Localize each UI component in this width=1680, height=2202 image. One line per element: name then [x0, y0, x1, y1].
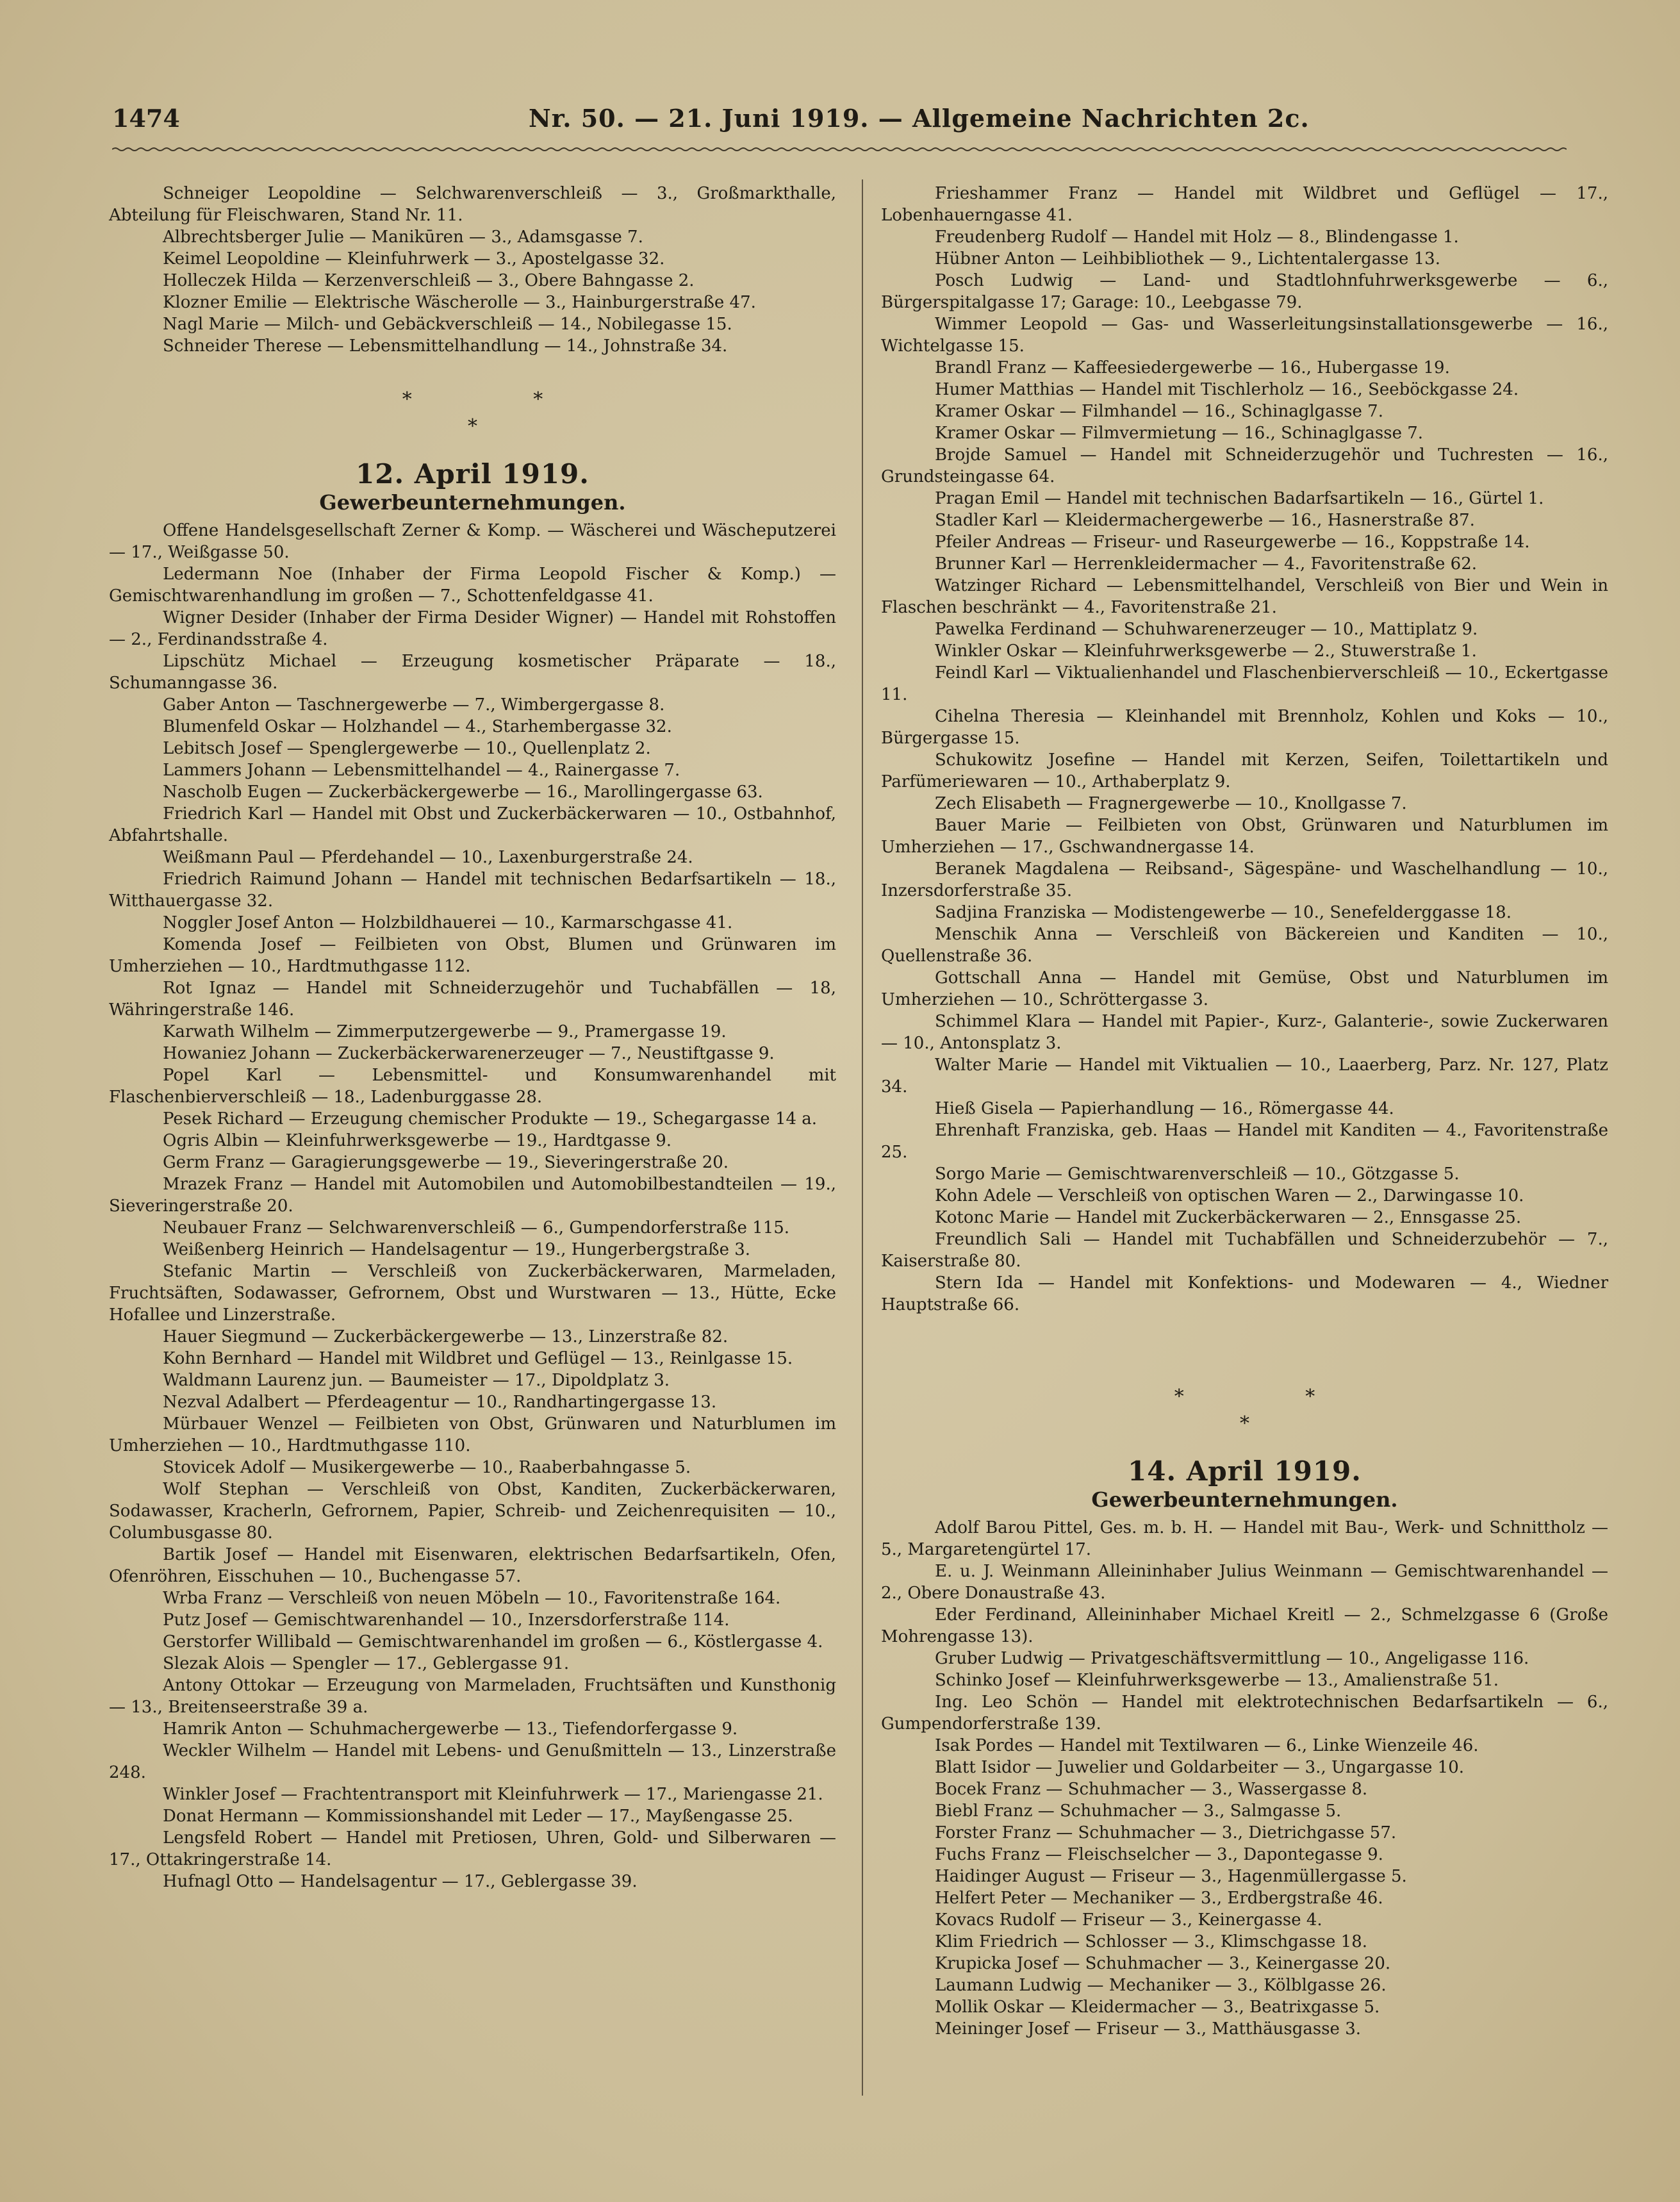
section-separator-star: *	[1240, 1412, 1249, 1435]
register-entry: Freudenberg Rudolf — Handel mit Holz — 8., Blindengasse 1.	[935, 228, 1459, 247]
register-entry: Sadjina Franziska — Modistengewerbe — 10., Senefelderggasse 18.	[935, 903, 1511, 922]
register-entry: Stern Ida — Handel mit Konfektions- und Modewaren — 4., Wiedner Hauptstraße 66.	[881, 1273, 1608, 1314]
register-entry: Neubauer Franz — Selchwarenverschleiß — 6., Gumpendorferstraße 115.	[163, 1218, 790, 1238]
register-entry: Winkler Oskar — Kleinfuhrwerksgewerbe — 2., Stuwerstraße 1.	[935, 642, 1477, 661]
register-entry: E. u. J. Weinmann Alleininhaber Julius Weinmann — Gemischtwarenhandel — 2., Obere Donaustraße 43.	[881, 1562, 1608, 1603]
section-subheading: Gewerbeunternehmungen.	[319, 490, 626, 515]
header-wavy-rule	[112, 146, 1567, 153]
register-entry: Stovicek Adolf — Musikergewerbe — 10., Raaberbahngasse 5.	[163, 1458, 691, 1477]
register-entry: Adolf Barou Pittel, Ges. m. b. H. — Handel mit Bau-, Werk- und Schnittholz — 5., Margaretengürtel 17.	[881, 1518, 1608, 1559]
register-entry: Kramer Oskar — Filmhandel — 16., Schinaglgasse 7.	[935, 402, 1383, 421]
register-entry: Wimmer Leopold — Gas- und Wasserleitungsinstallationsgewerbe — 16., Wichtelgasse 15.	[881, 315, 1608, 356]
register-entry: Forster Franz — Schuhmacher — 3., Dietrichgasse 57.	[935, 1823, 1397, 1842]
register-entry: Howaniez Johann — Zuckerbäckerwarenerzeuger — 7., Neustiftgasse 9.	[163, 1044, 775, 1063]
column-divider	[862, 179, 863, 2096]
register-entry: Menschik Anna — Verschleiß von Bäckereien und Kanditen — 10., Quellenstraße 36.	[881, 925, 1608, 966]
register-entry: Watzinger Richard — Lebensmittelhandel, Verschleiß von Bier und Wein in Flaschen beschränkt — 4., Favoritenstraße 21.	[881, 576, 1608, 617]
register-entry: Ogris Albin — Kleinfuhrwerksgewerbe — 19., Hardtgasse 9.	[163, 1131, 672, 1150]
register-entry: Kovacs Rudolf — Friseur — 3., Keinergasse 4.	[935, 1910, 1322, 1930]
register-entry: Biebl Franz — Schuhmacher — 3., Salmgasse 5.	[935, 1801, 1342, 1821]
register-entry: Brojde Samuel — Handel mit Schneiderzugehör und Tuchresten — 16., Grundsteingasse 64.	[881, 445, 1608, 486]
register-entry: Pawelka Ferdinand — Schuhwarenerzeuger — 10., Mattiplatz 9.	[935, 620, 1478, 639]
register-entry: Schneiger Leopoldine — Selchwarenverschleiß — 3., Großmarkthalle, Abteilung für Fleischwaren, Stand Nr. 11.	[109, 184, 836, 225]
register-entry: Putz Josef — Gemischtwarenhandel — 10., Inzersdorferstraße 114.	[163, 1610, 730, 1630]
register-entry: Holleczek Hilda — Kerzenverschleiß — 3., Obere Bahngasse 2.	[163, 271, 695, 290]
register-entry: Krupicka Josef — Schuhmacher — 3., Keinergasse 20.	[935, 1954, 1391, 1973]
register-entry: Blumenfeld Oskar — Holzhandel — 4., Starhembergasse 32.	[163, 717, 672, 736]
left-entries	[109, 520, 836, 1892]
register-entry: Lipschütz Michael — Erzeugung kosmetischer Präparate — 18., Schumanngasse 36.	[109, 652, 836, 693]
register-entry: Stadler Karl — Kleidermachergewerbe — 16., Hasnerstraße 87.	[935, 511, 1475, 530]
register-entry: Schneider Therese — Lebensmittelhandlung — 14., Johnstraße 34.	[163, 336, 728, 356]
register-entry: Weckler Wilhelm — Handel mit Lebens- und Genußmitteln — 13., Linzerstraße 248.	[109, 1741, 836, 1782]
register-entry: Schukowitz Josefine — Handel mit Kerzen, Seifen, Toilettartikeln und Parfümeriewaren — 10., Arthaberplatz 9.	[881, 750, 1608, 791]
register-entry: Freundlich Sali — Handel mit Tuchabfällen und Schneiderzubehör — 7., Kaiserstraße 80.	[881, 1230, 1608, 1271]
register-entry: Friedrich Raimund Johann — Handel mit technischen Bedarfsartikeln — 18., Witthauergasse 32.	[109, 870, 836, 911]
register-entry: Weißenberg Heinrich — Handelsagentur — 19., Hungerbergstraße 3.	[163, 1240, 751, 1259]
register-entry: Hübner Anton — Leihbibliothek — 9., Lichtentalergasse 13.	[935, 249, 1440, 269]
register-entry: Fuchs Franz — Fleischselcher — 3., Dapontegasse 9.	[935, 1845, 1383, 1864]
register-entry: Noggler Josef Anton — Holzbildhauerei — 10., Karmarschgasse 41.	[163, 913, 733, 932]
register-entry: Kohn Adele — Verschleiß von optischen Waren — 2., Darwingasse 10.	[935, 1186, 1524, 1205]
register-entry: Ehrenhaft Franziska, geb. Haas — Handel mit Kanditen — 4., Favoritenstraße 25.	[881, 1121, 1608, 1162]
right-top-entries	[881, 183, 1608, 1316]
register-entry: Wigner Desider (Inhaber der Firma Desider Wigner) — Handel mit Rohstoffen — 2., Ferdinandsstraße 4.	[109, 608, 836, 649]
register-entry: Brunner Karl — Herrenkleidermacher — 4., Favoritenstraße 62.	[935, 554, 1478, 574]
register-entry: Walter Marie — Handel mit Viktualien — 10., Laaerberg, Parz. Nr. 127, Platz 34.	[881, 1055, 1608, 1097]
register-entry: Posch Ludwig — Land- und Stadtlohnfuhrwerksgewerbe — 6., Bürgerspitalgasse 17; Garage: 10., Leebgasse 79.	[881, 271, 1608, 312]
register-entry: Popel Karl — Lebensmittel- und Konsumwarenhandel mit Flaschenbierverschleiß — 18., Ladenburggasse 28.	[109, 1066, 836, 1107]
register-entry: Mrazek Franz — Handel mit Automobilen und Automobilbestandteilen — 19., Sieveringerstraße 20.	[109, 1175, 836, 1216]
register-entry: Lebitsch Josef — Spenglergewerbe — 10., Quellenplatz 2.	[163, 739, 651, 758]
register-entry: Pragan Emil — Handel mit technischen Badarfsartikeln — 16., Gürtel 1.	[935, 489, 1544, 508]
right-entries	[881, 1517, 1608, 2040]
section-separator-star: *	[468, 415, 477, 438]
register-entry: Bauer Marie — Feilbieten von Obst, Grünwaren und Naturblumen im Umherziehen — 17., Gschwandnergasse 14.	[881, 816, 1608, 857]
register-entry: Offene Handelsgesellschaft Zerner & Komp. — Wäscherei und Wäscheputzerei — 17., Weißgasse 50.	[109, 521, 836, 562]
register-entry: Slezak Alois — Spengler — 17., Geblergasse 91.	[163, 1654, 570, 1673]
register-entry: Hieß Gisela — Papierhandlung — 16., Römergasse 44.	[935, 1099, 1394, 1118]
register-entry: Meininger Josef — Friseur — 3., Matthäusgasse 3.	[935, 2019, 1362, 2039]
register-entry: Germ Franz — Garagierungsgewerbe — 19., Sieveringerstraße 20.	[163, 1153, 729, 1172]
register-entry: Nezval Adalbert — Pferdeagentur — 10., Randhartingergasse 13.	[163, 1393, 717, 1412]
register-entry: Weißmann Paul — Pferdehandel — 10., Laxenburgerstraße 24.	[163, 848, 693, 867]
section-date-heading: 14. April 1919.	[1128, 1455, 1362, 1487]
register-entry: Eder Ferdinand, Alleininhaber Michael Kreitl — 2., Schmelzgasse 6 (Große Mohrengasse 13).	[881, 1605, 1608, 1646]
register-entry: Isak Pordes — Handel mit Textilwaren — 6., Linke Wienzeile 46.	[935, 1736, 1479, 1755]
register-entry: Klozner Emilie — Elektrische Wäscherolle — 3., Hainburgerstraße 47.	[163, 293, 756, 312]
section-separator-stars: * *	[402, 388, 601, 411]
left-top-entries	[109, 183, 836, 357]
section-date-heading: 12. April 1919.	[356, 458, 589, 490]
register-entry: Ing. Leo Schön — Handel mit elektrotechnischen Bedarfsartikeln — 6., Gumpendorferstraße 139.	[881, 1693, 1608, 1734]
register-entry: Bocek Franz — Schuhmacher — 3., Wassergasse 8.	[935, 1780, 1368, 1799]
register-entry: Kramer Oskar — Filmvermietung — 16., Schinaglgasse 7.	[935, 424, 1424, 443]
register-entry: Brandl Franz — Kaffeesiedergewerbe — 16., Hubergasse 19.	[935, 358, 1450, 377]
register-entry: Nascholb Eugen — Zuckerbäckergewerbe — 16., Marollingergasse 63.	[163, 782, 763, 802]
register-entry: Donat Hermann — Kommissionshandel mit Leder — 17., Mayßengasse 25.	[163, 1807, 793, 1826]
left-column	[109, 183, 836, 1892]
register-entry: Stefanic Martin — Verschleiß von Zuckerbäckerwaren, Marmeladen, Fruchtsäften, Sodawasser, Gefrornem, Obst und Wurstwaren — 13., Hütte, Ecke Hofallee und Linzerstraße.	[109, 1262, 836, 1325]
register-entry: Schinko Josef — Kleinfuhrwerksgewerbe — 13., Amalienstraße 51.	[935, 1671, 1499, 1690]
register-entry: Pesek Richard — Erzeugung chemischer Produkte — 19., Schegargasse 14 a.	[163, 1109, 818, 1129]
register-entry: Waldmann Laurenz jun. — Baumeister — 17., Dipoldplatz 3.	[163, 1371, 670, 1390]
register-entry: Friedrich Karl — Handel mit Obst und Zuckerbäckerwaren — 10., Ostbahnhof, Abfahrtshalle.	[109, 804, 836, 845]
register-entry: Hufnagl Otto — Handelsagentur — 17., Geblergasse 39.	[163, 1872, 638, 1891]
page-header	[112, 104, 1567, 142]
register-entry: Gerstorfer Willibald — Gemischtwarenhandel im großen — 6., Köstlergasse 4.	[163, 1632, 823, 1652]
register-entry: Zech Elisabeth — Fragnergewerbe — 10., Knollgasse 7.	[935, 794, 1407, 813]
register-entry: Mürbauer Wenzel — Feilbieten von Obst, Grünwaren und Naturblumen im Umherziehen — 10., Hardtmuthgasse 110.	[109, 1414, 836, 1455]
register-entry: Wolf Stephan — Verschleiß von Obst, Kanditen, Zuckerbäckerwaren, Sodawasser, Kracherln, Gefrornem, Papier, Schreib- und Zeichenrequisiten — 10., Columbusgasse 80.	[109, 1480, 836, 1543]
register-entry: Kohn Bernhard — Handel mit Wildbret und Geflügel — 13., Reinlgasse 15.	[163, 1349, 793, 1368]
register-entry: Albrechtsberger Julie — Manikūren — 3., Adamsgasse 7.	[163, 228, 643, 247]
register-entry: Frieshammer Franz — Handel mit Wildbret und Geflügel — 17., Lobenhauerngasse 41.	[881, 184, 1608, 225]
register-entry: Komenda Josef — Feilbieten von Obst, Blumen und Grünwaren im Umherziehen — 10., Hardtmuthgasse 112.	[109, 935, 836, 976]
register-entry: Wrba Franz — Verschleiß von neuen Möbeln — 10., Favoritenstraße 164.	[163, 1589, 781, 1608]
register-entry: Pfeiler Andreas — Friseur- und Raseurgewerbe — 16., Koppstraße 14.	[935, 533, 1530, 552]
register-entry: Kotonc Marie — Handel mit Zuckerbäckerwaren — 2., Ennsgasse 25.	[935, 1208, 1522, 1227]
register-entry: Klim Friedrich — Schlosser — 3., Klimschgasse 18.	[935, 1932, 1368, 1951]
register-entry: Schimmel Klara — Handel mit Papier-, Kurz-, Galanterie-, sowie Zuckerwaren — 10., Antonsplatz 3.	[881, 1012, 1608, 1053]
register-entry: Winkler Josef — Frachtentransport mit Kleinfuhrwerk — 17., Mariengasse 21.	[163, 1785, 823, 1804]
register-entry: Gaber Anton — Taschnergewerbe — 7., Wimbergergasse 8.	[163, 695, 665, 715]
register-entry: Mollik Oskar — Kleidermacher — 3., Beatrixgasse 5.	[935, 1998, 1380, 2017]
register-entry: Lammers Johann — Lebensmittelhandel — 4., Rainergasse 7.	[163, 761, 680, 780]
register-entry: Cihelna Theresia — Kleinhandel mit Brennholz, Kohlen und Koks — 10., Bürgergasse 15.	[881, 707, 1608, 748]
register-entry: Karwath Wilhelm — Zimmerputzergewerbe — 9., Pramergasse 19.	[163, 1022, 727, 1041]
register-entry: Gottschall Anna — Handel mit Gemüse, Obst und Naturblumen im Umherziehen — 10., Schröttergasse 3.	[881, 968, 1608, 1009]
register-entry: Nagl Marie — Milch- und Gebäckverschleiß — 14., Nobilegasse 15.	[163, 315, 732, 334]
register-entry: Hamrik Anton — Schuhmachergewerbe — 13., Tiefendorfergasse 9.	[163, 1719, 738, 1739]
register-entry: Bartik Josef — Handel mit Eisenwaren, elektrischen Bedarfsartikeln, Ofen, Ofenröhren, Eisschuhen — 10., Buchengasse 57.	[109, 1545, 836, 1586]
register-entry: Antony Ottokar — Erzeugung von Marmeladen, Fruchtsäften und Kunsthonig — 13., Breitenseerstraße 39 a.	[109, 1676, 836, 1717]
register-entry: Blatt Isidor — Juwelier und Goldarbeiter — 3., Ungargasse 10.	[935, 1758, 1465, 1777]
register-entry: Beranek Magdalena — Reibsand-, Sägespäne- und Waschelhandlung — 10., Inzersdorferstraße 35.	[881, 859, 1608, 900]
register-entry: Humer Matthias — Handel mit Tischlerholz — 16., Seeböckgasse 24.	[935, 380, 1519, 399]
register-entry: Feindl Karl — Viktualienhandel und Flaschenbierverschleiß — 10., Eckertgasse 11.	[881, 663, 1608, 704]
page-running-title: Nr. 50. — 21. Juni 1919. — Allgemeine Nachrichten 2c.	[529, 104, 1310, 133]
register-entry: Haidinger August — Friseur — 3., Hagenmüllergasse 5.	[935, 1867, 1407, 1886]
right-column	[881, 183, 1608, 2040]
page-number: 1474	[112, 104, 180, 133]
register-entry: Rot Ignaz — Handel mit Schneiderzugehör und Tuchabfällen — 18, Währingerstraße 146.	[109, 979, 836, 1020]
register-entry: Ledermann Noe (Inhaber der Firma Leopold Fischer & Komp.) — Gemischtwarenhandlung im großen — 7., Schottenfeldgasse 41.	[109, 565, 836, 606]
section-subheading: Gewerbeunternehmungen.	[1091, 1487, 1398, 1512]
section-separator-stars: * *	[1174, 1386, 1373, 1408]
register-entry: Keimel Leopoldine — Kleinfuhrwerk — 3., Apostelgasse 32.	[163, 249, 665, 269]
register-entry: Lengsfeld Robert — Handel mit Pretiosen, Uhren, Gold- und Silberwaren — 17., Ottakringerstraße 14.	[109, 1828, 836, 1869]
register-entry: Laumann Ludwig — Mechaniker — 3., Kölblgasse 26.	[935, 1976, 1387, 1995]
register-entry: Hauer Siegmund — Zuckerbäckergewerbe — 13., Linzerstraße 82.	[163, 1327, 729, 1346]
register-entry: Helfert Peter — Mechaniker — 3., Erdbergstraße 46.	[935, 1889, 1383, 1908]
register-entry: Sorgo Marie — Gemischtwarenverschleiß — 10., Götzgasse 5.	[935, 1164, 1460, 1184]
register-entry: Gruber Ludwig — Privatgeschäftsvermittlung — 10., Angeligasse 116.	[935, 1649, 1529, 1668]
